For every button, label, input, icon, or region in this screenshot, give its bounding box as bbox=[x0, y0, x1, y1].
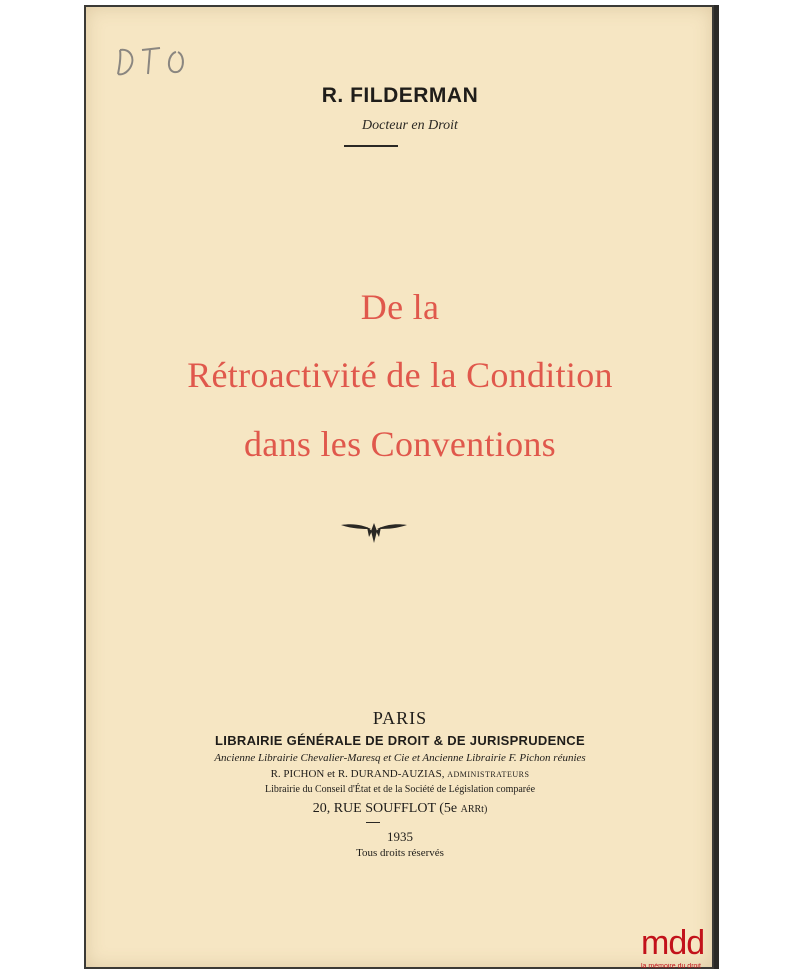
admins-names: R. PICHON et R. DURAND-AUZIAS, bbox=[270, 768, 445, 780]
admins-role: ADMINISTRATEURS bbox=[447, 770, 530, 779]
fleuron-ornament-icon bbox=[339, 519, 409, 547]
year-dash bbox=[366, 822, 380, 823]
logo-text: mdd bbox=[641, 924, 705, 962]
logo-tagline: la mémoire du droit bbox=[641, 963, 701, 970]
rights-notice: Tous droits réservés bbox=[356, 847, 444, 859]
publisher-name: LIBRAIRIE GÉNÉRALE DE DROIT & DE JURISPRUDENCE bbox=[215, 733, 585, 748]
author-degree: Docteur en Droit bbox=[362, 118, 458, 133]
publication-year: 1935 bbox=[387, 829, 413, 844]
cover-edge bbox=[714, 5, 719, 969]
publisher-council: Librairie du Conseil d'État et de la Société de Législation comparée bbox=[264, 784, 536, 795]
handwritten-note-drawing bbox=[112, 44, 192, 82]
title-line-3: dans les Conventions bbox=[244, 424, 556, 464]
book-cover bbox=[84, 5, 714, 969]
title-line-2: Rétroactivité de la Condition bbox=[187, 355, 613, 395]
publisher-former-names: Ancienne Librairie Chevalier-Maresq et Cie et Ancienne Librairie F. Pichon réunies bbox=[214, 752, 586, 764]
address-arrondissement: ARRt) bbox=[460, 804, 488, 815]
publisher-address bbox=[0, 801, 800, 817]
address-street: 20, RUE SOUFFLOT (5e bbox=[312, 801, 461, 816]
title-line-1: De la bbox=[360, 287, 440, 327]
mdd-logo bbox=[641, 925, 719, 973]
author-rule bbox=[344, 145, 398, 147]
publisher-city: PARIS bbox=[372, 708, 428, 728]
publisher-administrators bbox=[0, 768, 800, 780]
author-name: R. FILDERMAN bbox=[321, 84, 479, 107]
